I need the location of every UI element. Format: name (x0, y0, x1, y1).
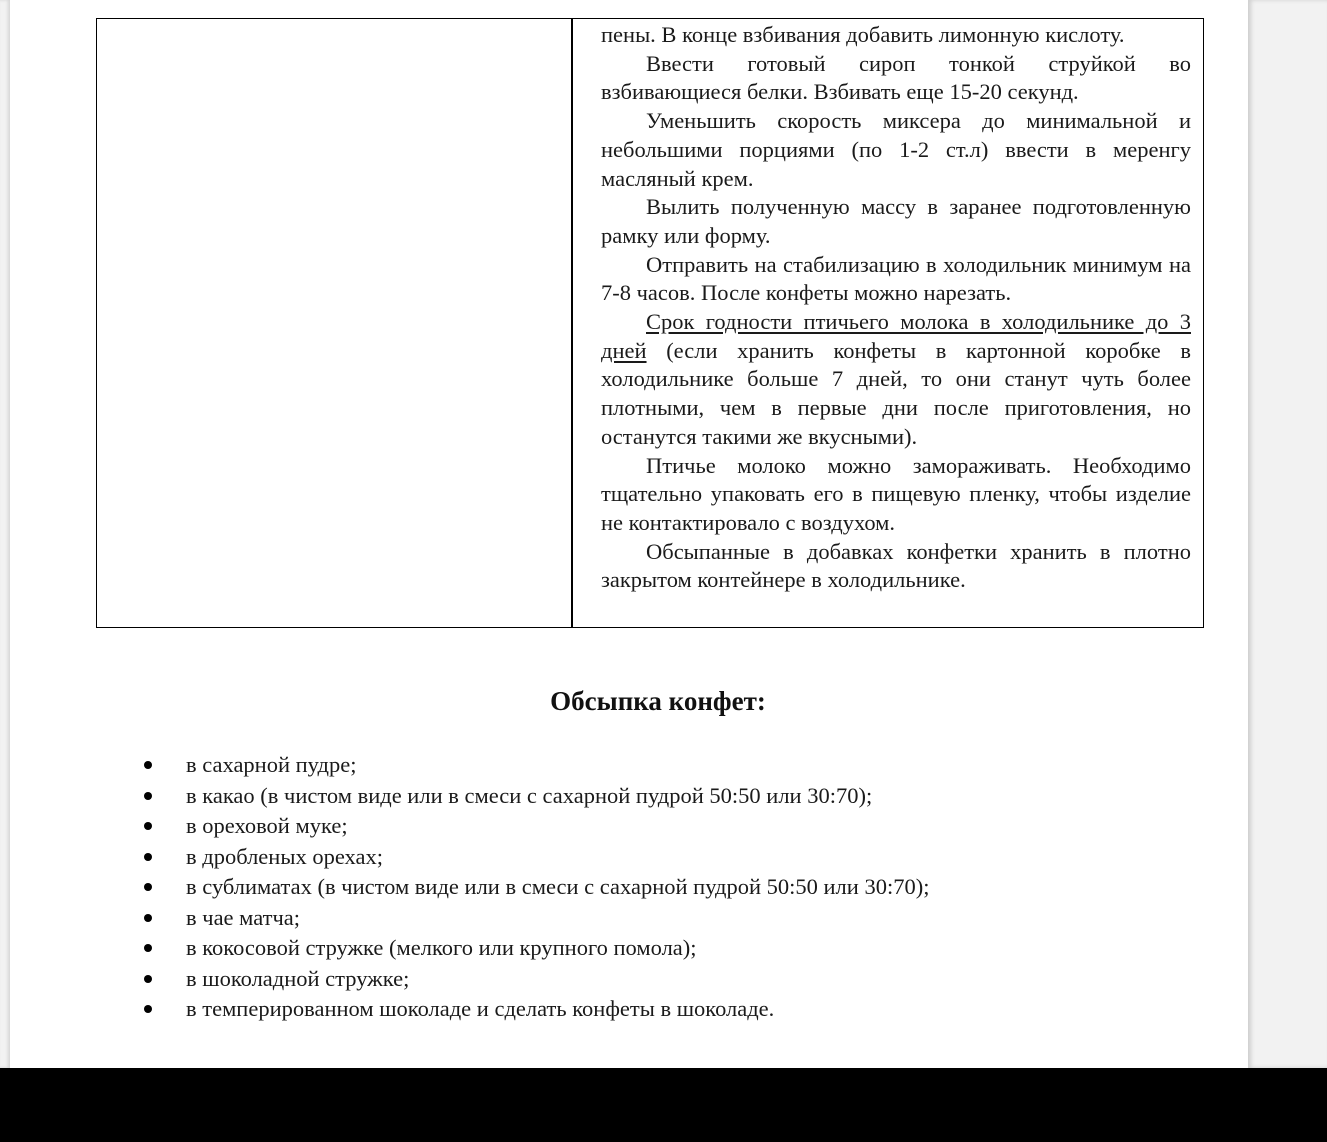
bullet-icon (144, 914, 152, 922)
recipe-table (96, 18, 1204, 628)
list-item (138, 750, 929, 781)
bullet-icon (144, 944, 152, 952)
shelf-life-details: (если хранить конфеты в картонной коробке в холодильнике больше 7 дней, то они станут чуть более плотными, чем в первые дни после приготовления, но останутся такими же вкусными). (601, 337, 1191, 449)
viewer-left-margin (0, 0, 10, 1068)
list-item-text: в ореховой муке; (186, 813, 348, 838)
coating-options-list (138, 750, 929, 1025)
list-item-text: в сахарной пудре; (186, 752, 357, 777)
bullet-icon (144, 975, 152, 983)
list-item (138, 903, 929, 934)
bullet-icon (144, 761, 152, 769)
list-item (138, 781, 929, 812)
list-item (138, 964, 929, 995)
instruction-paragraph: пены. В конце взбивания добавить лимонную кислоту. (601, 22, 1125, 47)
instruction-paragraph: Птичье молоко можно замораживать. Необходимо тщательно упаковать его в пищевую пленку, чтобы изделие не контактировало с воздухом. (601, 452, 1191, 535)
list-item (138, 872, 929, 903)
list-item-text: в шоколадной стружке; (186, 965, 410, 991)
instruction-paragraph: Вылить полученную массу в заранее подготовленную рамку или форму. (601, 194, 1191, 248)
instruction-paragraph: Обсыпанные в добавках конфетки хранить в плотно закрытом контейнере в холодильнике. (601, 538, 1191, 593)
table-cell-left (97, 19, 571, 627)
bullet-icon (144, 822, 152, 830)
table-column-divider (571, 19, 573, 627)
list-item (138, 933, 929, 964)
bullet-icon (144, 792, 152, 800)
list-item-text: в чае матча; (186, 904, 301, 930)
bottom-black-bar (0, 1068, 1327, 1142)
table-cell-instructions (601, 21, 1191, 595)
shelf-life-underlined: Срок годности птичьего молока в холодильнике до 3 дней (601, 309, 1191, 363)
list-item-text: в темперированном шоколаде и сделать конфеты в шоколаде. (186, 996, 775, 1021)
bullet-icon (144, 853, 152, 861)
instruction-paragraph: Уменьшить скорость миксера до минимальной и небольшими порциями (по 1-2 ст.л) ввести в меренгу масляный крем. (601, 108, 1191, 191)
document-page (10, 0, 1248, 1068)
viewer-right-margin (1248, 0, 1327, 1068)
bullet-icon (144, 1005, 152, 1013)
list-item (138, 811, 929, 842)
list-item-text: в какао (в чистом виде или в смеси с сахарной пудрой 50:50 или 30:70); (186, 782, 873, 808)
list-item-text: в кокосовой стружке (мелкого или крупного помола); (186, 935, 697, 960)
list-item-text: в дробленых орехах; (186, 843, 383, 869)
instruction-paragraph: Ввести готовый сироп тонкой струйкой во взбивающиеся белки. Взбивать еще 15-20 секунд. (601, 50, 1191, 105)
shelf-life-paragraph (601, 308, 1191, 452)
list-item (138, 994, 929, 1025)
instruction-paragraph: Отправить на стабилизацию в холодильник минимум на 7-8 часов. После конфеты можно нарезать. (601, 251, 1191, 306)
bullet-icon (144, 883, 152, 891)
list-item (138, 842, 929, 873)
list-item-text: в сублиматах (в чистом виде или в смеси с сахарной пудрой 50:50 или 30:70); (186, 874, 930, 899)
section-heading: Обсыпка конфет: (550, 686, 766, 716)
